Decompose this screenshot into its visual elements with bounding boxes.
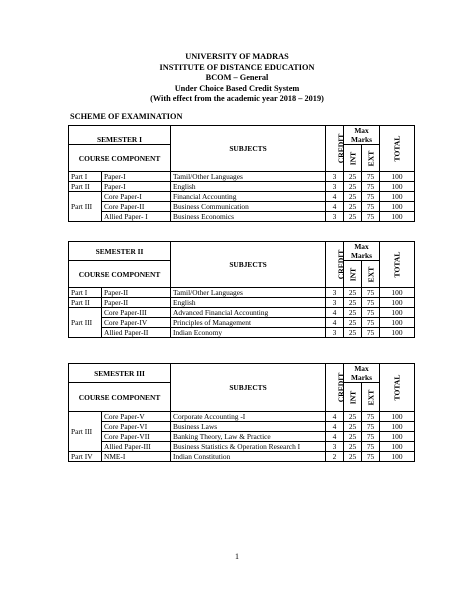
table-row <box>69 172 415 182</box>
credit-header: CREDIT <box>326 242 344 288</box>
total-cell: 100 <box>380 182 415 192</box>
int-header: INT <box>344 145 362 172</box>
int-header: INT <box>344 383 362 412</box>
table-row <box>69 412 415 422</box>
part-cell: Part III <box>69 192 102 222</box>
max-marks-header: Max Marks <box>344 364 380 383</box>
total-cell: 100 <box>380 308 415 318</box>
subject-cell: Business Communication <box>171 202 326 212</box>
int-cell: 25 <box>344 422 362 432</box>
credit-cell: 3 <box>326 212 344 222</box>
subject-cell: Banking Theory, Law & Practice <box>171 432 326 442</box>
paper-cell: Paper-II <box>102 288 171 298</box>
semester-1-table <box>68 125 415 222</box>
total-cell: 100 <box>380 288 415 298</box>
subject-cell: Indian Economy <box>171 328 326 338</box>
int-cell: 25 <box>344 212 362 222</box>
part-cell: Part III <box>69 412 102 452</box>
int-cell: 25 <box>344 432 362 442</box>
course-component-header: COURSE COMPONENT <box>69 261 171 288</box>
credit-cell: 4 <box>326 422 344 432</box>
ext-cell: 75 <box>362 298 380 308</box>
total-cell: 100 <box>380 298 415 308</box>
table-row <box>69 182 415 192</box>
paper-cell: Allied Paper- I <box>102 212 171 222</box>
credit-cell: 3 <box>326 442 344 452</box>
credit-cell: 4 <box>326 318 344 328</box>
paper-cell: Allied Paper-III <box>102 442 171 452</box>
ext-cell: 75 <box>362 442 380 452</box>
paper-cell: Core Paper-III <box>102 308 171 318</box>
credit-cell: 4 <box>326 202 344 212</box>
institute-name: INSTITUTE OF DISTANCE EDUCATION <box>159 62 315 72</box>
int-cell: 25 <box>344 192 362 202</box>
table-row <box>69 288 415 298</box>
semester-title: SEMESTER III <box>69 364 171 383</box>
subject-cell: Advanced Financial Accounting <box>171 308 326 318</box>
total-header: TOTAL <box>380 364 415 412</box>
int-header: INT <box>344 261 362 288</box>
course-component-header: COURSE COMPONENT <box>69 145 171 172</box>
credit-header: CREDIT <box>326 126 344 172</box>
credit-header: CREDIT <box>326 364 344 412</box>
credit-cell: 3 <box>326 288 344 298</box>
subject-cell: English <box>171 298 326 308</box>
paper-cell: Paper-I <box>102 172 171 182</box>
subject-cell: Business Economics <box>171 212 326 222</box>
ext-cell: 75 <box>362 452 380 462</box>
credit-cell: 3 <box>326 182 344 192</box>
total-cell: 100 <box>380 452 415 462</box>
subject-cell: Tamil/Other Languages <box>171 288 326 298</box>
credit-cell: 3 <box>326 172 344 182</box>
programme-name: BCOM – General <box>205 73 269 83</box>
int-cell: 25 <box>344 172 362 182</box>
part-cell: Part I <box>69 172 102 182</box>
credit-cell: 3 <box>326 328 344 338</box>
ext-cell: 75 <box>362 202 380 212</box>
ext-cell: 75 <box>362 422 380 432</box>
subjects-header: SUBJECTS <box>171 242 326 288</box>
semester-2-table <box>68 241 415 338</box>
paper-cell: NME-I <box>102 452 171 462</box>
subject-cell: Indian Constitution <box>171 452 326 462</box>
int-cell: 25 <box>344 442 362 452</box>
part-cell: Part IV <box>69 452 102 462</box>
ext-cell: 75 <box>362 182 380 192</box>
int-cell: 25 <box>344 412 362 422</box>
int-cell: 25 <box>344 318 362 328</box>
table-row <box>69 318 415 328</box>
ext-cell: 75 <box>362 328 380 338</box>
table-row <box>69 328 415 338</box>
total-header: TOTAL <box>380 242 415 288</box>
paper-cell: Core Paper-VI <box>102 422 171 432</box>
ext-cell: 75 <box>362 412 380 422</box>
subject-cell: Corporate Accounting -I <box>171 412 326 422</box>
ext-cell: 75 <box>362 308 380 318</box>
table-row <box>69 298 415 308</box>
paper-cell: Core Paper-IV <box>102 318 171 328</box>
subjects-header: SUBJECTS <box>171 364 326 412</box>
paper-cell: Allied Paper-II <box>102 328 171 338</box>
paper-cell: Core Paper-VII <box>102 432 171 442</box>
document-header <box>0 52 474 105</box>
ext-cell: 75 <box>362 172 380 182</box>
credit-cell: 4 <box>326 192 344 202</box>
credit-cell: 4 <box>326 412 344 422</box>
int-cell: 25 <box>344 298 362 308</box>
table-row <box>69 432 415 442</box>
total-cell: 100 <box>380 442 415 452</box>
paper-cell: Paper-I <box>102 182 171 192</box>
part-cell: Part III <box>69 308 102 338</box>
subjects-header: SUBJECTS <box>171 126 326 172</box>
total-cell: 100 <box>380 192 415 202</box>
int-cell: 25 <box>344 452 362 462</box>
university-name: UNIVERSITY OF MADRAS <box>185 52 289 61</box>
table-row <box>69 202 415 212</box>
ext-cell: 75 <box>362 192 380 202</box>
table-row <box>69 212 415 222</box>
paper-cell: Paper-II <box>102 298 171 308</box>
table-row <box>69 308 415 318</box>
int-cell: 25 <box>344 308 362 318</box>
table-row <box>69 422 415 432</box>
subject-cell: Financial Accounting <box>171 192 326 202</box>
int-cell: 25 <box>344 182 362 192</box>
total-cell: 100 <box>380 202 415 212</box>
ext-cell: 75 <box>362 432 380 442</box>
course-component-header: COURSE COMPONENT <box>69 383 171 412</box>
part-cell: Part II <box>69 298 102 308</box>
part-cell: Part I <box>69 288 102 298</box>
total-cell: 100 <box>380 172 415 182</box>
total-cell: 100 <box>380 422 415 432</box>
semester-3-table <box>68 363 415 462</box>
credit-cell: 4 <box>326 432 344 442</box>
total-cell: 100 <box>380 412 415 422</box>
credit-cell: 3 <box>326 298 344 308</box>
credit-system: Under Choice Based Credit System <box>174 83 300 93</box>
max-marks-header: Max Marks <box>344 126 380 145</box>
ext-header: EXT <box>362 145 380 172</box>
subject-cell: Principles of Management <box>171 318 326 328</box>
semester-title: SEMESTER II <box>69 242 171 261</box>
page-number: 1 <box>235 552 239 561</box>
academic-year: (With effect from the academic year 2018 – 2019) <box>150 94 324 104</box>
table-row <box>69 452 415 462</box>
part-cell: Part II <box>69 182 102 192</box>
semester-title: SEMESTER I <box>69 126 171 145</box>
scheme-title: SCHEME OF EXAMINATION <box>70 112 183 121</box>
ext-cell: 75 <box>362 318 380 328</box>
int-cell: 25 <box>344 288 362 298</box>
credit-cell: 4 <box>326 308 344 318</box>
int-cell: 25 <box>344 202 362 212</box>
table-row <box>69 442 415 452</box>
ext-cell: 75 <box>362 288 380 298</box>
paper-cell: Core Paper-V <box>102 412 171 422</box>
total-cell: 100 <box>380 212 415 222</box>
total-cell: 100 <box>380 432 415 442</box>
total-cell: 100 <box>380 328 415 338</box>
int-cell: 25 <box>344 328 362 338</box>
subject-cell: Business Laws <box>171 422 326 432</box>
max-marks-header: Max Marks <box>344 242 380 261</box>
subject-cell: English <box>171 182 326 192</box>
credit-cell: 2 <box>326 452 344 462</box>
ext-header: EXT <box>362 383 380 412</box>
paper-cell: Core Paper-II <box>102 202 171 212</box>
subject-cell: Tamil/Other Languages <box>171 172 326 182</box>
subject-cell: Business Statistics & Operation Research I <box>171 442 326 452</box>
paper-cell: Core Paper-I <box>102 192 171 202</box>
total-cell: 100 <box>380 318 415 328</box>
total-header: TOTAL <box>380 126 415 172</box>
table-row <box>69 192 415 202</box>
ext-cell: 75 <box>362 212 380 222</box>
ext-header: EXT <box>362 261 380 288</box>
